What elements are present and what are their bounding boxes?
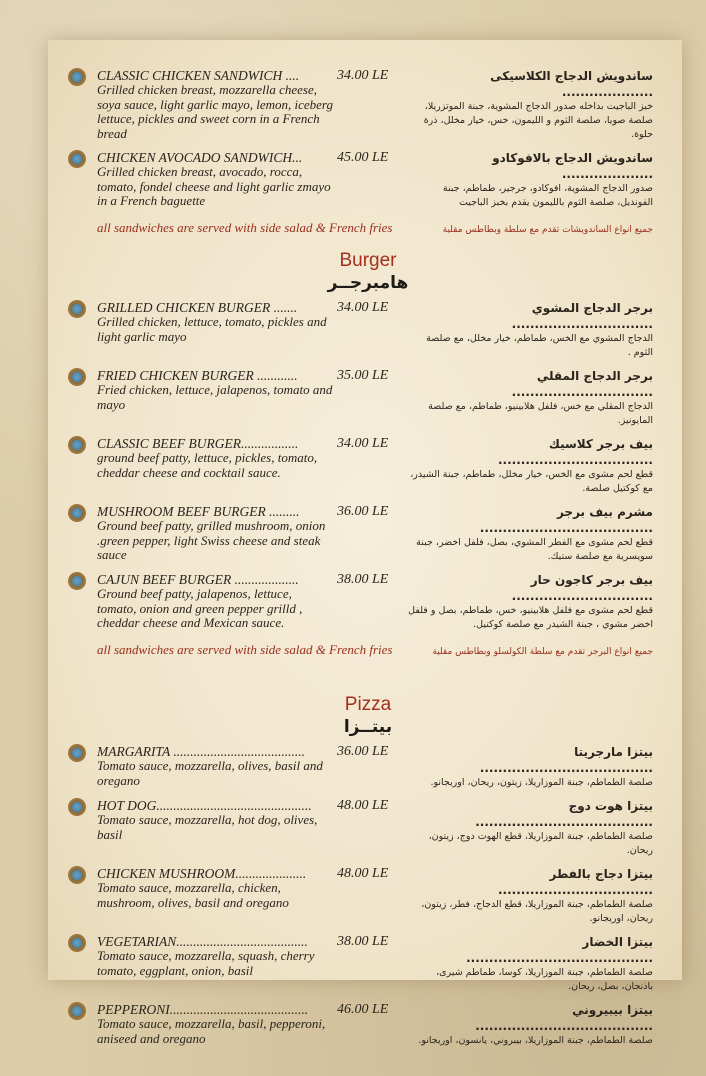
- item-description-ar: صدور الدجاج المشوية، افوكادو، جرجير، طماطم، جبنة الفونديل، صلصة الثوم بالليمون يقدم بخبز الباجيت: [442, 183, 653, 208]
- bullet-icon: [68, 368, 86, 386]
- item-english: [97, 150, 333, 209]
- item-english: [97, 934, 333, 978]
- item-description: Grilled chicken breast, avocado, rocca, tomato, fondel cheese and light garlic zmayo in a French baguette: [97, 164, 331, 208]
- item-arabic: [407, 866, 653, 926]
- bullet-icon: [68, 1002, 86, 1020]
- item-price: 46.00 LE: [337, 1002, 389, 1017]
- item-price: 36.00 LE: [337, 504, 389, 519]
- pizza-item: [0, 934, 706, 994]
- item-price: 48.00 LE: [337, 798, 389, 813]
- item-arabic: [407, 504, 653, 564]
- bullet-icon: [68, 798, 86, 816]
- item-arabic: [407, 150, 653, 210]
- item-name-ar: بيتزا هوت دوج .......................................: [475, 799, 653, 829]
- item-english: [97, 300, 333, 344]
- item-arabic: [407, 368, 653, 428]
- sandwiches-item: [0, 150, 706, 210]
- burger-note-en: all sandwiches are served with side salad & French fries: [97, 642, 393, 657]
- bullet-icon: [68, 934, 86, 952]
- item-name: CHICKEN MUSHROOM.....................: [97, 866, 307, 881]
- item-name-ar: ساندويش الدجاج بالافوكادو ....................: [492, 151, 653, 181]
- item-english: [97, 866, 333, 910]
- item-arabic: [407, 798, 653, 858]
- item-english: [97, 572, 333, 631]
- item-description: Grilled chicken breast, mozzarella cheese, soya sauce, light garlic mayo, lemon, iceberg lettuce, pickles and sweet corn in a French bread: [97, 82, 333, 141]
- bullet-icon: [68, 68, 86, 86]
- bullet-icon: [68, 300, 86, 318]
- item-description-ar: صلصة الطماطم، جبنة الموزاريلا، زيتون، ريحان، اوريجانو.: [430, 777, 653, 788]
- sandwich-note-en: all sandwiches are served with side salad & French fries: [97, 220, 393, 235]
- item-description: Fried chicken, lettuce, jalapenos, tomato and mayo: [97, 382, 333, 412]
- pizza-item: [0, 744, 706, 790]
- item-description: Tomato sauce, mozzarella, basil, pepperoni, aniseed and oregano: [97, 1016, 326, 1046]
- item-arabic: [407, 744, 653, 790]
- burger-item: [0, 436, 706, 496]
- pizza-item: [0, 798, 706, 858]
- item-name-ar: برجر الدجاج المشوي ...............................: [511, 301, 653, 331]
- item-price: 35.00 LE: [337, 368, 389, 383]
- item-description-ar: قطع لحم مشوى مع فلفل هلابينيو، خس، طماطم، بصل و فلفل اخضر مشوي ، جبنة الشيدر مع صلصة كوكتيل.: [408, 605, 653, 630]
- burger-item: [0, 300, 706, 360]
- pizza-heading-ar: بيتــزا: [343, 717, 393, 737]
- item-name-ar: ساندويش الدجاج الكلاسيكى ....................: [490, 69, 653, 99]
- bullet-icon: [68, 866, 86, 884]
- bullet-icon: [68, 744, 86, 762]
- item-description: Tomato sauce, mozzarella, hot dog, olives, basil: [97, 812, 318, 842]
- bullet-icon: [68, 572, 86, 590]
- item-description-ar: صلصة الطماطم، جبنة الموزاريلا، قطع الهوت دوج، زيتون، ريحان.: [428, 831, 653, 856]
- item-description-ar: صلصة الطماطم، جبنة الموزاريلا، كوسا، طماطم شيرى، باذنجان، بصل، ريحان.: [436, 967, 653, 992]
- item-name-ar: بيتزا مارجريتا ......................................: [479, 745, 653, 775]
- item-description-ar: الدجاج المشوي مع الخس، طماطم، خيار مخلل، مع صلصة الثوم .: [426, 333, 653, 358]
- item-price: 38.00 LE: [337, 934, 389, 949]
- item-name-ar: بيتزا بيبيروني .......................................: [475, 1003, 653, 1033]
- item-price: 38.00 LE: [337, 572, 389, 587]
- item-description: Ground beef patty, grilled mushroom, onion .green pepper, light Swiss cheese and steak sauce: [97, 518, 326, 562]
- item-english: [97, 368, 333, 412]
- burger-item: [0, 572, 706, 632]
- burger-note: [0, 642, 706, 659]
- item-name: CAJUN BEEF BURGER ...................: [97, 572, 299, 587]
- item-arabic: [407, 68, 653, 142]
- item-english: [97, 504, 333, 563]
- item-description: ground beef patty, lettuce, pickles, tomato, cheddar cheese and cocktail sauce.: [97, 450, 318, 480]
- item-description: Tomato sauce, mozzarella, chicken, mushroom, olives, basil and oregano: [97, 880, 289, 910]
- pizza-item: [0, 1002, 706, 1048]
- sandwiches-item: [0, 68, 706, 142]
- item-name: HOT DOG..............................................: [97, 798, 312, 813]
- item-description: Tomato sauce, mozzarella, squash, cherry tomato, eggplant, onion, basil: [97, 948, 315, 978]
- item-price: 45.00 LE: [337, 150, 389, 165]
- item-english: [97, 68, 333, 141]
- item-description-ar: خبز الباجيت بداخله صدور الدجاج المشوية، جبنة الموتزريلا، صلصة صويا، صلصة الثوم و الليمون، خس، خيار مخلل، ذرة حلوة.: [423, 101, 653, 140]
- item-english: [97, 436, 333, 480]
- item-description-ar: صلصة الطماطم، جبنة الموزاريلا، قطع الدجاج، فطر، زيتون، ريحان، اوريجانو.: [421, 899, 653, 924]
- item-name: VEGETARIAN.......................................: [97, 934, 308, 949]
- pizza-item: [0, 866, 706, 926]
- item-english: [97, 798, 333, 842]
- item-name-ar: بيف برجر كلاسيك ..................................: [498, 437, 653, 467]
- burger-list: [0, 300, 706, 632]
- item-description: Tomato sauce, mozzarella, olives, basil and oregano: [97, 758, 323, 788]
- item-arabic: [407, 436, 653, 496]
- item-name-ar: بيف برجر كاجون حار ...............................: [511, 573, 653, 603]
- burger-heading-en: Burger: [339, 250, 397, 271]
- item-name: CLASSIC CHICKEN SANDWICH ....: [97, 68, 300, 83]
- item-arabic: [407, 300, 653, 360]
- item-arabic: [407, 934, 653, 994]
- item-name: MARGARITA .......................................: [97, 744, 305, 759]
- item-description-ar: الدجاج المقلي مع خس، فلفل هلابينيو، طماطم، مع صلصة المايونيز.: [428, 401, 653, 426]
- item-name: GRILLED CHICKEN BURGER .......: [97, 300, 298, 315]
- item-name: CHICKEN AVOCADO SANDWICH...: [97, 150, 303, 165]
- burger-heading-ar: هامبرجــر: [327, 273, 409, 293]
- sandwich-note: [0, 220, 706, 237]
- item-price: 34.00 LE: [337, 300, 389, 315]
- item-description-ar: قطع لحم مشوى مع الفطر المشوي، بصل، فلفل اخضر، جبنة سويسرية مع صلصة ستيك.: [416, 537, 653, 562]
- bullet-icon: [68, 504, 86, 522]
- bullet-icon: [68, 150, 86, 168]
- pizza-heading-en: Pizza: [344, 694, 392, 715]
- item-description: Grilled chicken, lettuce, tomato, pickles and light garlic mayo: [97, 314, 327, 344]
- burger-item: [0, 368, 706, 428]
- item-name-ar: بيتزا الخضار .........................................: [466, 935, 653, 965]
- item-description: Ground beef patty, jalapenos, lettuce, tomato, onion and green pepper grilld , cheddar cheese and Mexican sauce.: [97, 586, 303, 630]
- item-name-ar: برجر الدجاج المقلي ...............................: [511, 369, 653, 399]
- burger-note-ar: جميع انواع البرجر تقدم مع سلطة الكولسلو وبطاطس مقلية: [432, 647, 653, 657]
- item-name: MUSHROOM BEEF BURGER .........: [97, 504, 300, 519]
- item-name: FRIED CHICKEN BURGER ............: [97, 368, 298, 383]
- item-price: 34.00 LE: [337, 436, 389, 451]
- bullet-icon: [68, 436, 86, 454]
- item-name: CLASSIC BEEF BURGER.................: [97, 436, 299, 451]
- burger-item: [0, 504, 706, 564]
- item-arabic: [407, 1002, 653, 1048]
- item-english: [97, 744, 333, 788]
- item-english: [97, 1002, 333, 1046]
- item-price: 48.00 LE: [337, 866, 389, 881]
- pizza-list: [0, 744, 706, 1048]
- item-arabic: [407, 572, 653, 632]
- item-name-ar: بيتزا دجاج بالفطر ..................................: [498, 867, 653, 897]
- item-price: 36.00 LE: [337, 744, 389, 759]
- sandwich-note-ar: جميع انواع الساندويشات تقدم مع سلطة وبطاطس مقلية: [442, 225, 653, 235]
- item-description-ar: صلصة الطماطم، جبنة الموزاريلا، بيبروني، يانسون، اوريجانو.: [418, 1035, 653, 1046]
- item-name: PEPPERONI.........................................: [97, 1002, 309, 1017]
- item-description-ar: قطع لحم مشوى مع الخس، خيار مخلل، طماطم، جبنة الشيدر، مع كوكتيل صلصة.: [410, 469, 653, 494]
- sandwich-list: [0, 68, 706, 210]
- item-price: 34.00 LE: [337, 68, 389, 83]
- item-name-ar: مشرم بيف برجر ......................................: [479, 505, 653, 535]
